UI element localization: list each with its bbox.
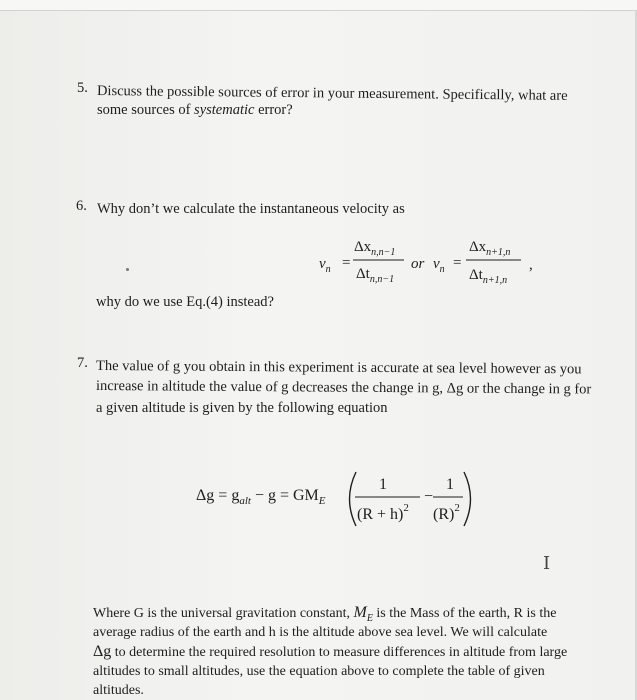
eq2-comma: , — [529, 257, 533, 273]
eq1-or: or — [411, 256, 425, 272]
eq3-frac2-num: 1 — [446, 476, 454, 493]
q7-line2: increase in altitude the value of g decreases the change in g, Δg or the change in g for — [95, 378, 592, 398]
eq1-den-dt: Δt — [356, 266, 370, 282]
eq3-frac1-exp: 2 — [403, 502, 409, 514]
eq3-mid: − g = GM — [250, 487, 319, 504]
eq3-frac2-den: (R) — [433, 506, 455, 523]
para-line3 — [93, 643, 567, 662]
para-line5: altitudes. — [93, 683, 144, 698]
q6-line2: why do we use Eq.(4) instead? — [96, 294, 274, 310]
q5-line2-emphasis: systematic — [194, 102, 255, 118]
text-cursor-icon: I — [543, 553, 551, 574]
q5-line1: Discuss the possible sources of error in your measurement. Specifically, what are — [96, 83, 568, 104]
para-line2: average radius of the earth and h is the altitude above sea level. We will calculate — [93, 625, 548, 640]
q5-line2-pre: some sources of — [97, 102, 195, 118]
eq1-equals: = — [342, 255, 351, 271]
eq3-frac1-den: (R + h) — [357, 506, 404, 523]
para-l1-post: is the Mass of the earth, R is the — [372, 606, 557, 621]
eq3-alt-sub: alt — [239, 495, 251, 507]
eq3-frac1-num: 1 — [379, 476, 387, 493]
q6-line1: Why don’t we calculate the instantaneous velocity as — [97, 201, 405, 217]
q7-line1: The value of g you obtain in this experiment is accurate at sea level however as you — [95, 358, 582, 378]
q5-number: 5. — [77, 80, 88, 96]
para-l1-mass-sub: E — [366, 612, 373, 624]
eq2-lhs-v: v — [433, 256, 440, 272]
para-l1-pre: Where G is the universal gravitation constant, — [93, 606, 354, 621]
q7-line3: a given altitude is given by the following equation — [96, 400, 388, 416]
eq2-den-dt: Δt — [469, 267, 483, 283]
eq1-num-dx: Δx — [354, 239, 372, 255]
eq3-frac2-exp: 2 — [454, 502, 460, 514]
eq2-lhs-sub: n — [439, 264, 445, 275]
eq1-lhs-v: v — [319, 256, 326, 272]
page-top-edge — [0, 0, 637, 11]
eq1-num-sub: n,n−1 — [371, 247, 396, 258]
para-line4: altitudes to small altitudes, use the equation above to complete the table of given — [93, 664, 545, 679]
para-l1-mass-symbol: M — [353, 604, 367, 621]
q5-line2 — [97, 101, 293, 119]
eq3-minus: − — [424, 488, 434, 505]
para-l3-post: to determine the required resolution to measure differences in altitude from large — [111, 645, 568, 660]
eq1-den-sub: n,n−1 — [369, 274, 395, 285]
q6-number: 6. — [76, 198, 87, 214]
q7-number: 7. — [77, 355, 88, 371]
eq1-lhs-sub: n — [325, 264, 331, 275]
stray-dot — [126, 268, 129, 271]
eq2-equals: = — [453, 255, 462, 271]
eq2-num-sub: n+1,n — [486, 247, 511, 258]
para-l3-delta-g: Δg — [93, 643, 112, 660]
eq2-num-dx: Δx — [469, 239, 487, 255]
eq3-lhs: Δg = g — [196, 487, 240, 504]
eq2-den-sub: n+1,n — [482, 275, 508, 286]
eq3-e-sub: E — [318, 495, 326, 507]
q5-line2-post: error? — [254, 102, 293, 118]
